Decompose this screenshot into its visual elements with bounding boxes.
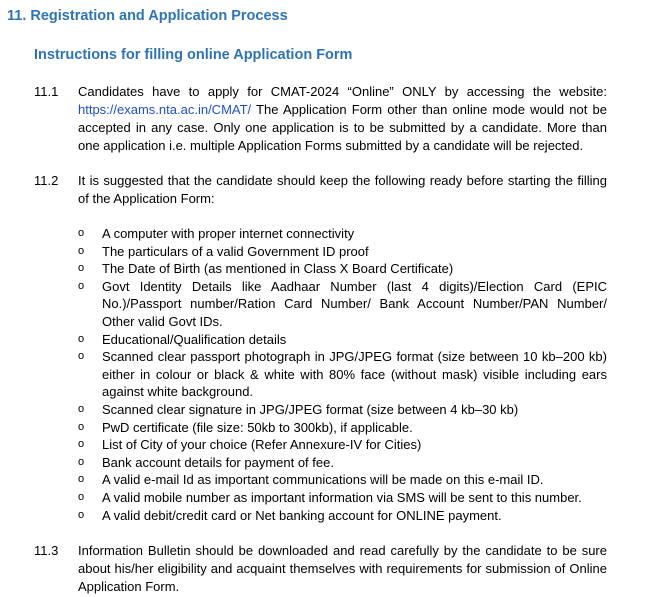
text-line [78,101,607,119]
paragraph-number: 11.1 [34,84,59,99]
paragraph-number: 11.2 [34,173,59,188]
text-line: A valid mobile number as important information via SMS will be sent to this number. [102,489,582,505]
paragraph-text [78,542,607,596]
text-line: Information Bulletin should be downloaded and read carefully by the candidate to be sure [78,543,607,558]
list-item-text [102,489,607,507]
list-item-text [102,507,607,525]
text-line: A valid e-mail Id as important communications will be made on this e-mail ID. [102,472,544,488]
paragraph-text [78,172,607,208]
list-item-text [102,419,607,437]
text-line: Application Form. [78,579,180,594]
list-item [0,454,647,472]
list-item-text [102,436,607,454]
paragraph-number: 11.3 [34,543,59,558]
website-link[interactable]: https://exams.nta.ac.in/CMAT/ [78,102,252,117]
list-item [0,260,647,278]
bullet-marker: o [78,402,85,415]
text-line: Scanned clear passport photograph in JPG/JPEG format (size between 10 kb–200 kb) [102,349,607,365]
bullet-marker: o [78,420,85,433]
text-line: A computer with proper internet connectivity [102,226,355,241]
text-line: PwD certificate (file size: 50kb to 300kb), if applicable. [102,419,413,435]
list-item [0,419,647,437]
list-item-text [102,260,607,278]
text-line: No.)/Passport number/Ration Card Number/ Bank Account Number/PAN Number/ [102,296,607,312]
bullet-marker: o [78,490,85,503]
list-item-text [102,243,607,261]
text-line: Educational/Qualification details [102,331,287,347]
text-line: Bank account details for payment of fee. [102,454,334,470]
list-item [0,278,647,331]
text-line: Scanned clear signature in JPG/JPEG format (size between 4 kb–30 kb) [102,401,519,417]
text-line: It is suggested that the candidate should keep the following ready before starting the filling [78,173,607,188]
bullet-marker: o [78,227,85,239]
bullet-marker: o [78,508,85,521]
text-line: Other valid Govt IDs. [102,313,223,329]
bullet-marker: o [78,350,85,363]
text-line: accepted in any case. Only one application is to be submitted by a candidate. More than [78,120,607,135]
paragraph-text [78,83,607,155]
list-item-text [102,454,607,472]
list-item-text [102,401,607,419]
text-line: either in colour or black & white with 80% face (without mask) visible including ears [102,366,607,382]
list-item [0,401,647,419]
text-line: The particulars of a valid Government ID proof [102,243,369,259]
list-item [0,225,647,243]
list-item-text [102,225,607,243]
bullet-marker: o [78,455,85,468]
text-line: against white background. [102,384,254,400]
text-line: about his/her eligibility and acquaint themselves with requirements for submission of Online [78,561,607,576]
list-item [0,471,647,489]
requirements-list [0,225,647,524]
list-item [0,489,647,507]
section-heading: 11. Registration and Application Process [7,8,288,24]
text-line: Candidates have to apply for CMAT-2024 “Online” ONLY by accessing the website: [78,84,607,99]
text-line: The Date of Birth (as mentioned in Class X Board Certificate) [102,261,454,277]
list-item [0,348,647,401]
text-line: one application i.e. multiple Application Forms submitted by a candidate will be rejected. [78,138,584,153]
text-line: Govt Identity Details like Aadhaar Number (last 4 digits)/Election Card (EPIC [102,278,607,294]
list-item [0,331,647,349]
text-line: A valid debit/credit card or Net banking account for ONLINE payment. [102,507,502,523]
text-fragment: The Application Form other than online mode would not be [251,102,607,117]
list-item-text [102,348,607,401]
section-subheading: Instructions for filling online Application Form [34,47,353,63]
bullet-marker: o [78,262,85,275]
list-item-text [102,471,607,489]
list-item [0,436,647,454]
text-line: of the Application Form: [78,191,215,206]
list-item [0,243,647,261]
list-item-text [102,331,607,349]
bullet-marker: o [78,279,85,292]
bullet-marker: o [78,438,85,451]
bullet-marker: o [78,473,85,486]
bullet-marker: o [78,244,85,257]
list-item [0,507,647,525]
bullet-marker: o [78,332,85,345]
list-item-text [102,278,607,331]
text-line: List of City of your choice (Refer Annexure-IV for Cities) [102,437,422,453]
